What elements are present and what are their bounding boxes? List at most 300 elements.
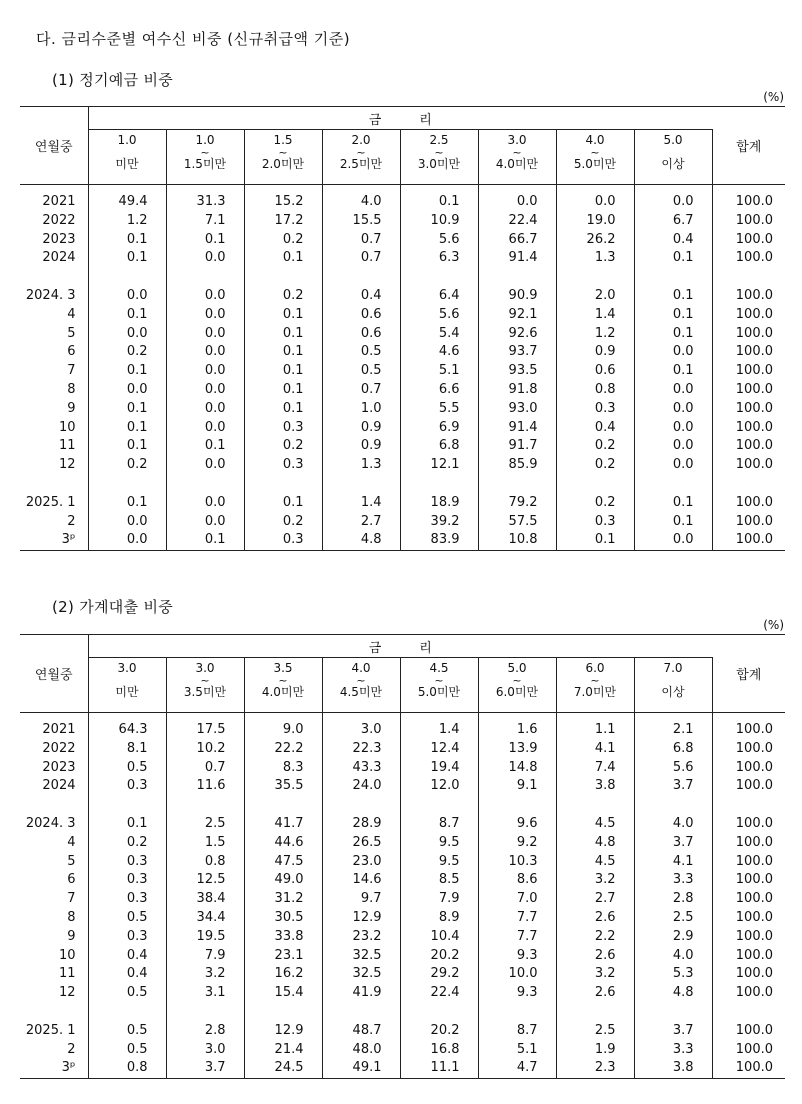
share-value: 19.4 [400,759,478,778]
rate-band-upper: 미만 [115,685,139,699]
share-value: 4.0 [322,193,400,212]
table-row [20,834,785,853]
table-row [20,890,785,909]
share-value: 4.1 [556,740,634,759]
share-value: 2.5 [634,909,712,928]
share-value: 24.5 [244,1059,322,1078]
share-value: 0.1 [244,362,322,381]
share-value: 33.8 [244,928,322,947]
share-value: 0.0 [88,287,166,306]
share-value: 0.1 [556,531,634,550]
share-value: 0.1 [244,494,322,513]
share-value: 1.0 [322,400,400,419]
spacer-cell [556,268,634,287]
share-value: 49.4 [88,193,166,212]
row-year-month: 3ᵖ [20,1059,88,1078]
spacer-row [20,713,785,722]
spacer-cell [88,796,166,815]
spacer-cell [556,475,634,494]
share-value: 0.0 [634,419,712,438]
share-value: 3.7 [634,1022,712,1041]
rate-band-upper: 4.0미만 [495,157,539,171]
spacer-cell [244,713,322,722]
share-value: 9.3 [478,947,556,966]
share-value: 0.3 [88,871,166,890]
spacer-cell [88,185,166,194]
rate-band-upper: 이상 [661,685,685,699]
share-value: 0.1 [634,249,712,268]
share-value: 0.3 [88,890,166,909]
row-year-month: 9 [20,928,88,947]
table-row [20,325,785,344]
share-value: 0.0 [88,325,166,344]
share-value: 7.9 [166,947,244,966]
row-total: 100.0 [735,381,773,397]
share-value: 6.4 [400,287,478,306]
share-value: 22.4 [400,984,478,1003]
deposit-unit: (%) [763,90,784,104]
share-value: 19.0 [556,212,634,231]
share-value: 32.5 [322,947,400,966]
table-row [20,965,785,984]
row-year-month: 7 [20,890,88,909]
rate-band-tilde: ~ [434,146,444,159]
row-total: 100.0 [712,531,785,550]
share-value: 0.5 [88,1022,166,1041]
share-value: 7.4 [556,759,634,778]
table-row [20,1059,785,1078]
spacer-cell [20,796,88,815]
share-value: 0.4 [88,965,166,984]
share-value: 0.7 [322,249,400,268]
share-value: 1.3 [556,249,634,268]
rate-band-header [478,130,556,185]
share-value: 0.7 [166,759,244,778]
table-row [20,287,785,306]
share-value: 3.1 [166,984,244,1003]
table-row [20,853,785,872]
row-total: 100.0 [735,194,773,209]
share-value: 9.0 [244,721,322,740]
share-value: 9.2 [478,834,556,853]
share-value: 0.4 [88,947,166,966]
share-value: 79.2 [478,494,556,513]
row-total: 100.0 [735,344,773,360]
share-value: 91.7 [478,437,556,456]
row-total: 100.0 [735,1022,773,1038]
row-total: 100.0 [735,759,773,775]
row-total: 100.0 [735,250,773,266]
spacer-cell [400,185,478,194]
spacer-cell [244,1003,322,1022]
share-value: 35.5 [244,777,322,796]
share-value: 19.5 [166,928,244,947]
row-year-month: 2 [20,513,88,532]
share-value: 6.8 [400,437,478,456]
row-total: 100.0 [735,325,773,341]
share-value: 17.5 [166,721,244,740]
spacer-cell [244,475,322,494]
share-value: 4.8 [634,984,712,1003]
share-value: 0.3 [88,777,166,796]
share-value: 0.4 [556,419,634,438]
spacer-row [20,475,785,494]
spacer-cell [322,475,400,494]
spacer-cell [634,475,712,494]
share-value: 48.0 [322,1041,400,1060]
row-total: 100.0 [735,815,773,831]
share-value: 28.9 [322,815,400,834]
share-value: 0.0 [634,437,712,456]
row-year-month: 2022 [20,740,88,759]
spacer-cell [400,713,478,722]
share-value: 22.3 [322,740,400,759]
rate-band-lower: 1.5 [273,133,293,147]
rate-band-header [322,658,400,713]
share-value: 0.0 [166,513,244,532]
share-value: 0.4 [634,231,712,250]
share-value: 5.1 [478,1041,556,1060]
share-value: 0.0 [166,456,244,475]
share-value: 0.0 [634,400,712,419]
share-value: 3.8 [556,777,634,796]
spacer-cell [322,796,400,815]
share-value: 23.0 [322,853,400,872]
share-value: 0.3 [556,513,634,532]
rate-band-lower: 4.0 [351,661,371,675]
share-value: 10.0 [478,965,556,984]
rate-band-header [244,658,322,713]
rate-band-lower: 2.5 [429,133,449,147]
row-year-month: 2025. 1 [20,1022,88,1041]
share-value: 6.8 [634,740,712,759]
rate-band-lower: 3.0 [195,661,215,675]
share-value: 0.2 [556,437,634,456]
rate-band-tilde: ~ [512,674,522,687]
rate-band-upper: 4.0미만 [261,685,305,699]
rate-band-lower: 2.0 [351,133,371,147]
share-value: 2.0 [556,287,634,306]
share-value: 22.4 [478,212,556,231]
share-value: 0.0 [88,381,166,400]
share-value: 26.5 [322,834,400,853]
share-value: 41.7 [244,815,322,834]
share-value: 5.6 [400,306,478,325]
share-value: 0.7 [322,231,400,250]
table-row [20,400,785,419]
spacer-cell [322,1003,400,1022]
rate-band-header [400,130,478,185]
row-total: 100.0 [735,400,773,416]
share-value: 4.5 [556,815,634,834]
table-row [20,306,785,325]
share-value: 3.7 [634,777,712,796]
share-value: 0.0 [478,193,556,212]
spacer-cell [20,713,88,722]
table-row [20,513,785,532]
share-value: 6.3 [400,249,478,268]
rate-band-tilde: ~ [434,674,444,687]
share-value: 13.9 [478,740,556,759]
share-value: 0.9 [322,419,400,438]
rate-band-upper: 4.5미만 [339,685,383,699]
rate-band-lower: 7.0 [663,661,683,675]
share-value: 11.1 [400,1059,478,1078]
share-value: 7.7 [478,928,556,947]
row-total: 100.0 [735,1041,773,1057]
row-total: 100.0 [735,438,773,454]
rate-band-tilde: ~ [200,674,210,687]
rate-band-upper: 3.5미만 [183,685,227,699]
share-value: 1.3 [322,456,400,475]
header-rate-group: 금리 [88,635,712,658]
share-value: 0.1 [166,531,244,550]
share-value: 5.5 [400,400,478,419]
share-value: 0.6 [322,306,400,325]
spacer-cell [712,475,785,494]
share-value: 4.8 [556,834,634,853]
share-value: 2.6 [556,984,634,1003]
share-value: 34.4 [166,909,244,928]
share-value: 0.1 [88,400,166,419]
rate-band-lower: 6.0 [585,661,605,675]
spacer-cell [478,185,556,194]
page-title: 다. 금리수준별 여수신 비중 (신규취급액 기준) [36,30,351,48]
share-value: 0.0 [556,193,634,212]
share-value: 0.1 [634,287,712,306]
share-value: 0.0 [634,456,712,475]
share-value: 0.1 [634,362,712,381]
row-total: 100.0 [735,419,773,435]
share-value: 0.0 [634,343,712,362]
rate-band-header [166,130,244,185]
share-value: 9.1 [478,777,556,796]
share-value: 16.2 [244,965,322,984]
share-value: 5.3 [634,965,712,984]
household-loan-subtitle: (2) 가계대출 비중 [52,598,174,616]
rate-band-upper: 미만 [115,157,139,171]
share-value: 15.5 [322,212,400,231]
share-value: 7.9 [400,890,478,909]
table-row [20,456,785,475]
share-value: 1.1 [556,721,634,740]
share-value: 12.4 [400,740,478,759]
header-year-month: 연월중 [20,107,88,185]
share-value: 0.1 [88,249,166,268]
spacer-row [20,268,785,287]
share-value: 0.2 [244,231,322,250]
spacer-cell [88,268,166,287]
share-value: 31.2 [244,890,322,909]
spacer-cell [556,713,634,722]
table-row [20,777,785,796]
share-value: 7.1 [166,212,244,231]
rate-band-lower: 3.0 [507,133,527,147]
share-value: 15.2 [244,193,322,212]
share-value: 4.5 [556,853,634,872]
share-value: 9.3 [478,984,556,1003]
share-value: 3.7 [166,1059,244,1078]
share-value: 0.5 [322,362,400,381]
row-total: 100.0 [735,457,773,473]
table-row [20,531,785,550]
share-value: 0.9 [322,437,400,456]
share-value: 3.3 [634,1041,712,1060]
share-value: 66.7 [478,231,556,250]
table-row [20,815,785,834]
row-year-month: 11 [20,965,88,984]
share-value: 0.5 [88,909,166,928]
table-row [20,740,785,759]
spacer-cell [634,268,712,287]
row-year-month: 2024 [20,777,88,796]
share-value: 44.6 [244,834,322,853]
share-value: 23.2 [322,928,400,947]
share-value: 0.4 [322,287,400,306]
share-value: 0.0 [166,362,244,381]
row-total: 100.0 [712,1059,785,1078]
share-value: 0.1 [166,437,244,456]
table-row [20,759,785,778]
row-total: 100.0 [735,306,773,322]
share-value: 23.1 [244,947,322,966]
share-value: 93.7 [478,343,556,362]
row-year-month: 8 [20,381,88,400]
rate-band-upper: 이상 [661,157,685,171]
share-value: 18.9 [400,494,478,513]
rate-band-tilde: ~ [590,674,600,687]
header-row-group [20,635,785,658]
row-total: 100.0 [735,872,773,888]
rate-band-header [556,658,634,713]
table-row [20,494,785,513]
share-value: 10.9 [400,212,478,231]
header-total: 합계 [712,107,785,185]
share-value: 32.5 [322,965,400,984]
share-value: 4.1 [634,853,712,872]
header-row-group [20,107,785,130]
share-value: 0.1 [244,400,322,419]
share-value: 0.1 [634,513,712,532]
share-value: 0.0 [88,513,166,532]
share-value: 0.1 [244,381,322,400]
share-value: 38.4 [166,890,244,909]
share-value: 93.0 [478,400,556,419]
rate-band-lower: 5.0 [663,133,683,147]
spacer-cell [166,185,244,194]
spacer-cell [20,475,88,494]
row-year-month: 2024. 3 [20,287,88,306]
row-year-month: 2021 [20,193,88,212]
header-total: 합계 [712,635,785,713]
share-value: 3.0 [166,1041,244,1060]
row-year-month: 7 [20,362,88,381]
spacer-cell [712,268,785,287]
row-total: 100.0 [735,928,773,944]
table-row [20,909,785,928]
share-value: 0.5 [88,984,166,1003]
share-value: 4.8 [322,531,400,550]
share-value: 26.2 [556,231,634,250]
share-value: 0.2 [88,456,166,475]
share-value: 0.0 [634,531,712,550]
table-row [20,362,785,381]
table-row [20,871,785,890]
rate-band-lower: 1.0 [117,133,137,147]
row-year-month: 2022 [20,212,88,231]
spacer-row [20,796,785,815]
spacer-cell [20,185,88,194]
rate-band-lower: 4.5 [429,661,449,675]
row-total: 100.0 [735,513,773,529]
share-value: 48.7 [322,1022,400,1041]
row-year-month: 2021 [20,721,88,740]
spacer-cell [400,796,478,815]
share-value: 8.3 [244,759,322,778]
spacer-cell [634,185,712,194]
row-total: 100.0 [735,909,773,925]
row-total: 100.0 [735,985,773,1001]
share-value: 0.2 [244,287,322,306]
share-value: 16.8 [400,1041,478,1060]
share-value: 0.1 [166,231,244,250]
table-row [20,193,785,212]
row-year-month: 6 [20,871,88,890]
row-total: 100.0 [735,966,773,982]
share-value: 4.7 [478,1059,556,1078]
share-value: 20.2 [400,947,478,966]
spacer-cell [322,185,400,194]
share-value: 12.0 [400,777,478,796]
share-value: 0.3 [244,456,322,475]
rate-band-header [322,130,400,185]
rate-band-lower: 4.0 [585,133,605,147]
rate-band-header [634,658,712,713]
spacer-cell [322,268,400,287]
spacer-cell [712,796,785,815]
share-value: 0.0 [634,381,712,400]
row-total: 100.0 [735,778,773,794]
table-row [20,343,785,362]
rate-band-upper: 5.0미만 [417,685,461,699]
share-value: 9.6 [478,815,556,834]
share-value: 41.9 [322,984,400,1003]
row-year-month: 8 [20,909,88,928]
rate-band-tilde: ~ [278,146,288,159]
row-year-month: 2025. 1 [20,494,88,513]
table-row [20,419,785,438]
rate-band-tilde: ~ [356,146,366,159]
share-value: 49.0 [244,871,322,890]
share-value: 5.4 [400,325,478,344]
share-value: 31.3 [166,193,244,212]
row-total: 100.0 [735,722,773,737]
share-value: 91.4 [478,419,556,438]
share-value: 8.1 [88,740,166,759]
spacer-cell [556,185,634,194]
share-value: 4.0 [634,815,712,834]
share-value: 2.6 [556,947,634,966]
share-value: 0.1 [88,437,166,456]
share-value: 8.6 [478,871,556,890]
rate-band-lower: 3.5 [273,661,293,675]
share-value: 17.2 [244,212,322,231]
row-total: 100.0 [735,494,773,510]
share-value: 15.4 [244,984,322,1003]
spacer-cell [166,796,244,815]
share-value: 29.2 [400,965,478,984]
rate-band-tilde: ~ [512,146,522,159]
